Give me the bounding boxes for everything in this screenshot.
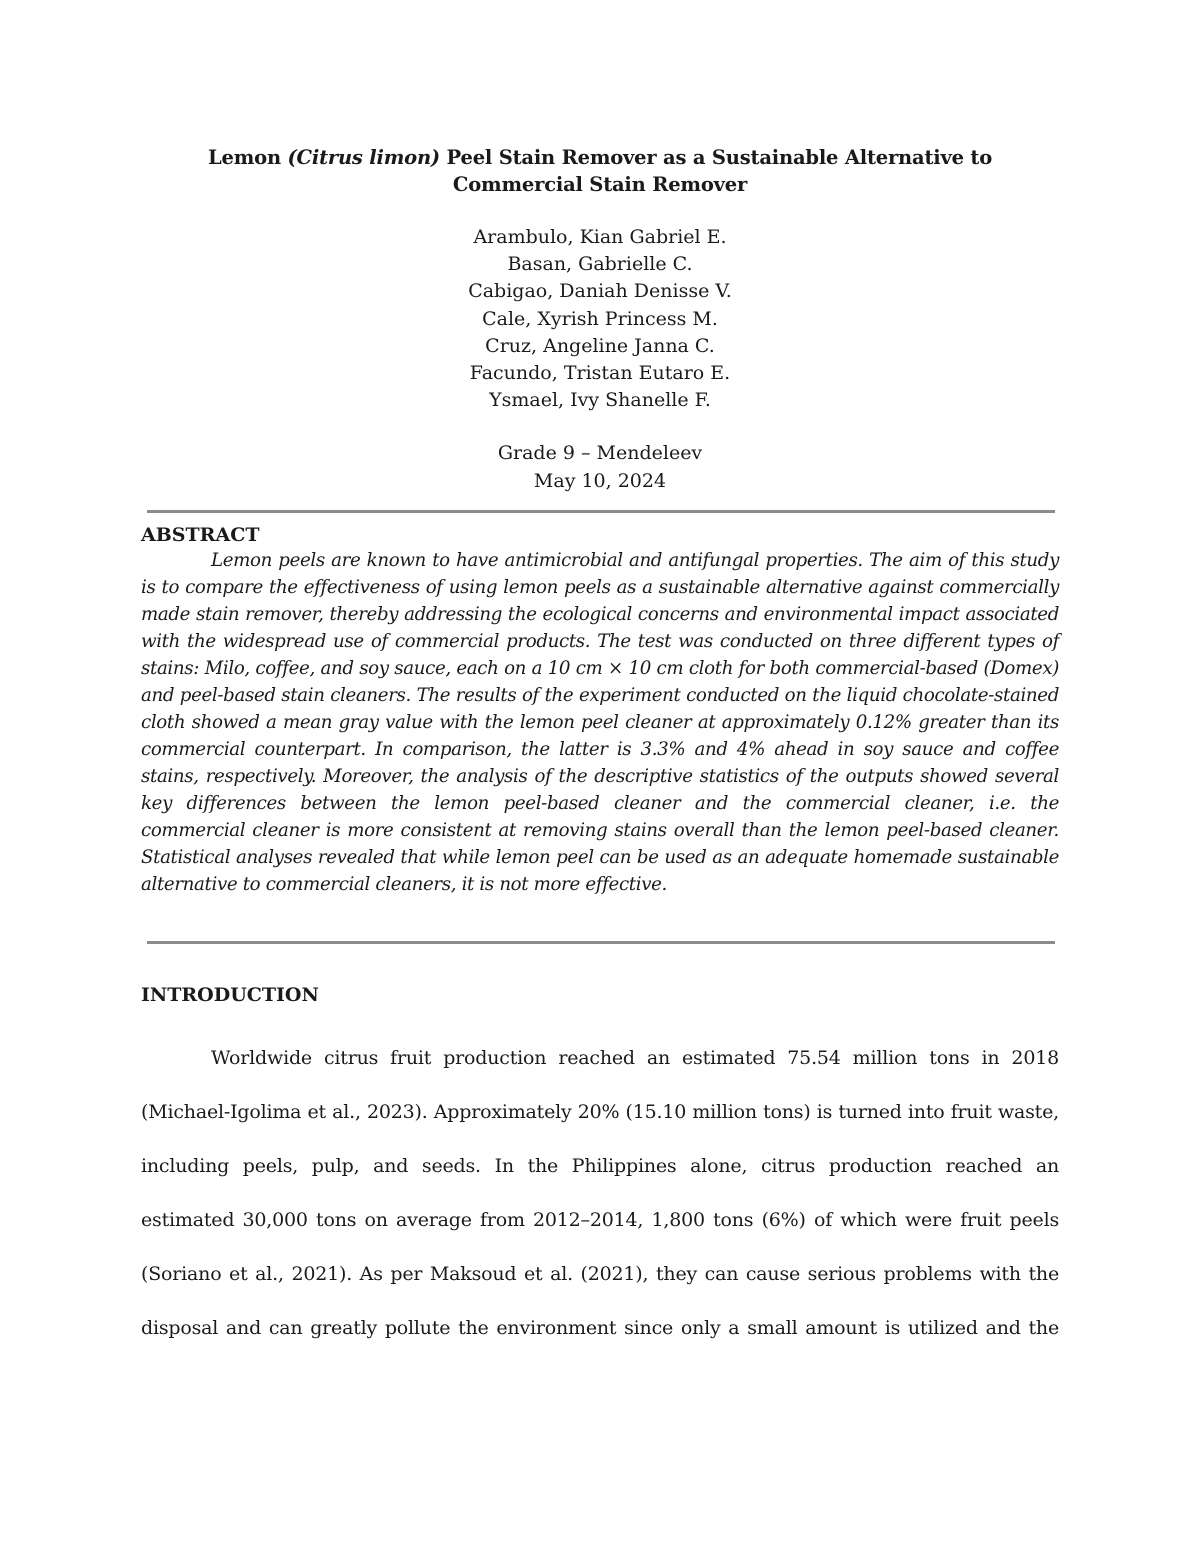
author-name: Basan, Gabrielle C. [507,253,693,276]
author-name: Facundo, Tristan Eutaro E. [469,362,731,385]
abstract-heading: ABSTRACT [141,524,260,546]
introduction-text: Worldwide citrus fruit production reached an estimated 75.54 million tons in 2018 (Michael-Igolima et al., 2023). Approximately 20% (15.10 million tons) is turned into fruit waste, including peels, pulp, and seeds. In the Philippines alone, citrus production reached an estimated 30,000 tons on average from 2012–2014, 1,800 tons (6%) of which were fruit peels (Soriano et al., 2021). As per Maksoud et al. (2021), they can cause serious problems with the disposal and can greatly pollute the environment since only a small amount is utilized and the [141,1047,1059,1339]
title-part-2: Peel Stain Remover as a Sustainable Alternative to Commercial Stain Remover [439,146,993,196]
author-name: Cale, Xyrish Princess M. [482,307,718,330]
grade-section: Grade 9 – Mendeleev [497,442,703,464]
paper-date: May 10, 2024 [533,469,667,492]
abstract-text: Lemon peels are known to have antimicrobial and antifungal properties. The aim of this study is to compare the effectiveness of using lemon peels as a sustainable alternative against commercially made stain remover, thereby addressing the ecological concerns and environmental impact associated with the widespread use of commercial products. The test was conducted on three different types of stains: Milo, coffee, and soy sauce, each on a 10 cm × 10 cm cloth for both commercial-based (Domex) and peel-based stain cleaners. The results of the experiment conducted on the liquid chocolate-stained cloth showed a mean gray value with the lemon peel cleaner at approximately 0.12% greater than its commercial counterpart. In comparison, the latter is 3.3% and 4% ahead in soy sauce and coffee stains, respectively. Moreover, the analysis of the descriptive statistics of the outputs showed several key differences between the lemon peel-based cleaner and the commercial cleaner, i.e. the commercial cleaner is more consistent at removing stains overall than the lemon peel-based cleaner. Statistical analyses revealed that while lemon peel can be used as an adequate homemade sustainable alternative to commercial cleaners, it is not more effective. [141,550,1059,895]
paper-meta [141,440,1059,495]
title-scientific-name: (Citrus limon) [287,146,440,169]
author-name: Cruz, Angeline Janna C. [485,334,715,357]
author-name: Ysmael, Ivy Shanelle F. [489,389,711,412]
author-list [141,224,1059,414]
introduction-heading: INTRODUCTION [141,984,319,1006]
title-part-1: Lemon [207,146,288,169]
abstract-bottom-divider [147,941,1055,944]
paper-title [141,144,1059,198]
author-name: Arambulo, Kian Gabriel E. [473,226,727,248]
abstract-top-divider [147,510,1055,513]
author-name: Cabigao, Daniah Denisse V. [468,280,732,303]
